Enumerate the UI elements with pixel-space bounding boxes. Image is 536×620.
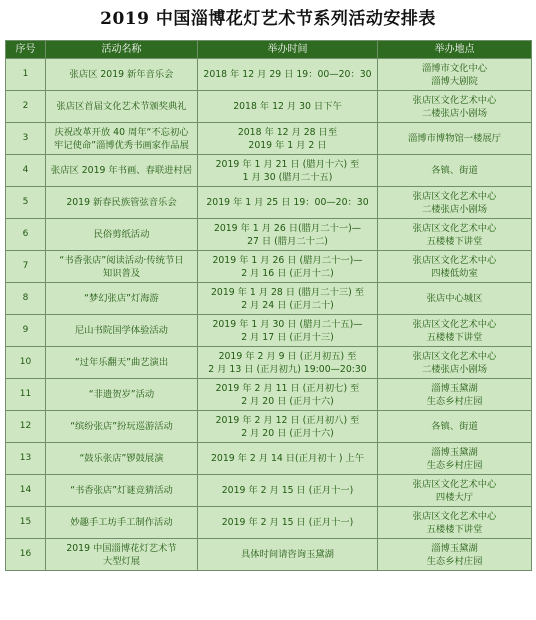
event-location-line: 二楼张店小剧场: [421, 107, 488, 119]
table-row: [6, 411, 532, 443]
activity-name-line: “过年乐翻天”曲艺演出: [74, 357, 169, 368]
event-time-line: 1 月 30 (腊月二十五): [242, 171, 333, 183]
event-time-line: 2019 年 1 月 30 日 (腊月二十五)—: [212, 318, 363, 330]
event-time-line: 2019 年 2 月 9 日 (正月初五) 至: [218, 350, 357, 362]
activity-name-cell: [46, 443, 198, 475]
event-location-line: 各镇、街道: [431, 165, 478, 176]
table-row: [6, 315, 532, 347]
event-location-cell: [378, 59, 532, 91]
event-time-line: 2018 年 12 月 28 日至: [237, 126, 338, 138]
activity-name-line: 民俗剪纸活动: [93, 229, 150, 240]
event-location-line: 淄博玉黛湖: [431, 446, 478, 458]
event-location-cell: [378, 443, 532, 475]
event-time-line: 2 月 24 日 (正月二十): [241, 299, 334, 311]
table-row: [6, 379, 532, 411]
event-location-cell: [378, 315, 532, 347]
event-time-cell: [198, 347, 378, 379]
event-time-cell: [198, 187, 378, 219]
activity-name-line: 2019 新春民族管弦音乐会: [66, 197, 177, 208]
event-time-cell: [198, 59, 378, 91]
event-location-line: 五楼楼下讲堂: [426, 235, 483, 247]
event-location-line: 张店中心城区: [426, 293, 483, 304]
table-row: [6, 123, 532, 155]
activity-name-line: 张店区 2019 新年音乐会: [69, 69, 174, 80]
row-number: 7: [6, 251, 46, 283]
activity-name-cell: [46, 475, 198, 507]
row-number: 6: [6, 219, 46, 251]
event-location-line: 四楼大厅: [435, 491, 474, 503]
event-time-line: 2 月 13 日 (正月初九) 19:00—20:30: [208, 363, 367, 375]
event-time-line: 2019 年 1 月 28 日 (腊月二十三) 至: [210, 286, 365, 298]
row-number: 16: [6, 539, 46, 571]
event-time-line: 2019 年 1 月 26 日 (腊月二十一)—: [212, 254, 363, 266]
activity-name-line: 张店区首届文化艺术节颁奖典礼: [56, 101, 187, 112]
event-time-line: 2 月 20 日 (正月十六): [241, 395, 334, 407]
table-row: [6, 91, 532, 123]
event-location-cell: [378, 91, 532, 123]
activity-name-line: 知识普及: [102, 267, 141, 279]
activity-name-line: “书香张店”阅读活动·传统节日: [59, 254, 184, 266]
activity-name-line: 牢记使命”淄博优秀书画家作品展: [54, 139, 189, 151]
event-location-line: 张店区文化艺术中心: [412, 510, 497, 522]
activity-name-cell: [46, 59, 198, 91]
activity-name-line: 大型灯展: [102, 555, 141, 567]
event-time-line: 2019 年 1 月 25 日 19：00—20：30: [206, 197, 369, 208]
activity-name-line: “缤纷张店”扮玩巡游活动: [70, 421, 173, 432]
activity-name-cell: [46, 219, 198, 251]
event-time-cell: [198, 411, 378, 443]
event-location-line: 四楼低幼室: [431, 267, 478, 279]
event-time-line: 27 日 (腊月二十二): [247, 235, 328, 247]
event-location-cell: [378, 347, 532, 379]
event-location-line: 五楼楼下讲堂: [426, 523, 483, 535]
activity-name-cell: [46, 155, 198, 187]
event-location-line: 各镇、街道: [431, 421, 478, 432]
event-location-line: 生态乡村庄园: [426, 555, 483, 567]
event-location-cell: [378, 283, 532, 315]
table-row: [6, 155, 532, 187]
event-time-line: 2019 年 2 月 12 日 (正月初八) 至: [215, 414, 360, 426]
event-time-line: 2018 年 12 月 30 日下午: [233, 101, 342, 112]
table-row: [6, 475, 532, 507]
header-row: [6, 41, 532, 59]
event-location-cell: [378, 379, 532, 411]
activity-name-line: “鼓乐张店”锣鼓展演: [79, 453, 164, 464]
event-location-cell: [378, 539, 532, 571]
event-time-cell: [198, 475, 378, 507]
table-row: [6, 347, 532, 379]
event-location-line: 二楼张店小剧场: [421, 203, 488, 215]
activity-name-cell: [46, 539, 198, 571]
event-time-cell: [198, 443, 378, 475]
row-number: 9: [6, 315, 46, 347]
activity-name-line: 尼山书院国学体验活动: [75, 325, 168, 336]
table-row: [6, 251, 532, 283]
activity-name-cell: [46, 123, 198, 155]
activity-name-line: 张店区 2019 年书画、春联进村居: [50, 165, 193, 176]
event-location-line: 张店区文化艺术中心: [412, 350, 497, 362]
event-location-line: 张店区文化艺术中心: [412, 318, 497, 330]
table-row: [6, 283, 532, 315]
activity-name-line: 妙趣手工坊手工制作活动: [70, 517, 173, 528]
event-time-line: 2019 年 1 月 26 日(腊月二十一)—: [213, 222, 362, 234]
header-location: 举办地点: [378, 41, 532, 59]
activity-name-line: 庆祝改革开放 40 周年“不忘初心: [54, 126, 189, 138]
event-time-cell: [198, 539, 378, 571]
row-number: 3: [6, 123, 46, 155]
event-location-line: 二楼张店小剧场: [421, 363, 488, 375]
event-location-line: 淄博玉黛湖: [431, 382, 478, 394]
row-number: 10: [6, 347, 46, 379]
table-row: [6, 59, 532, 91]
event-time-line: 2019 年 1 月 2 日: [248, 139, 327, 151]
event-time-line: 2 月 17 日 (正月十三): [241, 331, 334, 343]
row-number: 11: [6, 379, 46, 411]
header-number: 序号: [6, 41, 46, 59]
header-time: 举办时间: [198, 41, 378, 59]
event-location-line: 淄博市文化中心: [421, 62, 488, 74]
event-time-line: 具体时间请咨询玉黛湖: [241, 549, 334, 560]
row-number: 4: [6, 155, 46, 187]
row-number: 2: [6, 91, 46, 123]
event-time-cell: [198, 155, 378, 187]
event-time-cell: [198, 379, 378, 411]
event-time-line: 2018 年 12 月 29 日 19：00—20：30: [203, 69, 372, 80]
table-row: [6, 539, 532, 571]
event-time-cell: [198, 219, 378, 251]
event-location-line: 张店区文化艺术中心: [412, 254, 497, 266]
activity-name-cell: [46, 507, 198, 539]
event-time-cell: [198, 283, 378, 315]
event-location-line: 张店区文化艺术中心: [412, 94, 497, 106]
header-activity-name: 活动名称: [46, 41, 198, 59]
event-time-line: 2019 年 2 月 14 日(正月初十 ) 上午: [210, 453, 365, 464]
event-location-cell: [378, 251, 532, 283]
event-time-line: 2 月 20 日 (正月十六): [241, 427, 334, 439]
event-location-line: 张店区文化艺术中心: [412, 190, 497, 202]
event-location-cell: [378, 155, 532, 187]
activity-name-line: “梦幻张店”灯海游: [84, 293, 159, 304]
activity-name-line: 2019 中国淄博花灯艺术节: [66, 542, 177, 554]
event-location-cell: [378, 475, 532, 507]
event-time-line: 2019 年 1 月 21 日 (腊月十六) 至: [215, 158, 360, 170]
event-time-line: 2019 年 2 月 15 日 (正月十一): [221, 485, 354, 496]
table-row: [6, 443, 532, 475]
activity-name-cell: [46, 187, 198, 219]
table-row: [6, 219, 532, 251]
event-time-cell: [198, 315, 378, 347]
activity-name-cell: [46, 411, 198, 443]
row-number: 12: [6, 411, 46, 443]
activity-name-line: “非遗贺岁”活动: [88, 389, 155, 400]
event-time-line: 2019 年 2 月 15 日 (正月十一): [221, 517, 354, 528]
event-location-cell: [378, 411, 532, 443]
schedule-table: [5, 40, 532, 571]
event-location-line: 张店区文化艺术中心: [412, 478, 497, 490]
activity-name-line: “书香张店”灯谜竞猜活动: [70, 485, 173, 496]
event-location-line: 淄博大剧院: [431, 75, 478, 87]
activity-name-cell: [46, 379, 198, 411]
event-location-line: 五楼楼下讲堂: [426, 331, 483, 343]
activity-name-cell: [46, 91, 198, 123]
event-location-line: 淄博市博物馆一楼展厅: [408, 133, 501, 144]
row-number: 1: [6, 59, 46, 91]
event-location-line: 生态乡村庄园: [426, 395, 483, 407]
event-time-cell: [198, 91, 378, 123]
row-number: 14: [6, 475, 46, 507]
page-title: 2019 中国淄博花灯艺术节系列活动安排表: [100, 9, 436, 29]
activity-name-cell: [46, 315, 198, 347]
row-number: 5: [6, 187, 46, 219]
event-location-cell: [378, 507, 532, 539]
activity-name-cell: [46, 251, 198, 283]
event-time-cell: [198, 123, 378, 155]
event-location-line: 淄博玉黛湖: [431, 542, 478, 554]
table-row: [6, 507, 532, 539]
activity-name-cell: [46, 347, 198, 379]
table-body: [6, 59, 532, 571]
event-time-line: 2019 年 2 月 11 日 (正月初七) 至: [215, 382, 360, 394]
table-row: [6, 187, 532, 219]
row-number: 8: [6, 283, 46, 315]
event-time-cell: [198, 507, 378, 539]
event-location-cell: [378, 123, 532, 155]
event-location-line: 张店区文化艺术中心: [412, 222, 497, 234]
event-location-cell: [378, 187, 532, 219]
row-number: 15: [6, 507, 46, 539]
row-number: 13: [6, 443, 46, 475]
event-location-line: 生态乡村庄园: [426, 459, 483, 471]
event-location-cell: [378, 219, 532, 251]
event-time-cell: [198, 251, 378, 283]
event-time-line: 2 月 16 日 (正月十二): [241, 267, 334, 279]
activity-name-cell: [46, 283, 198, 315]
